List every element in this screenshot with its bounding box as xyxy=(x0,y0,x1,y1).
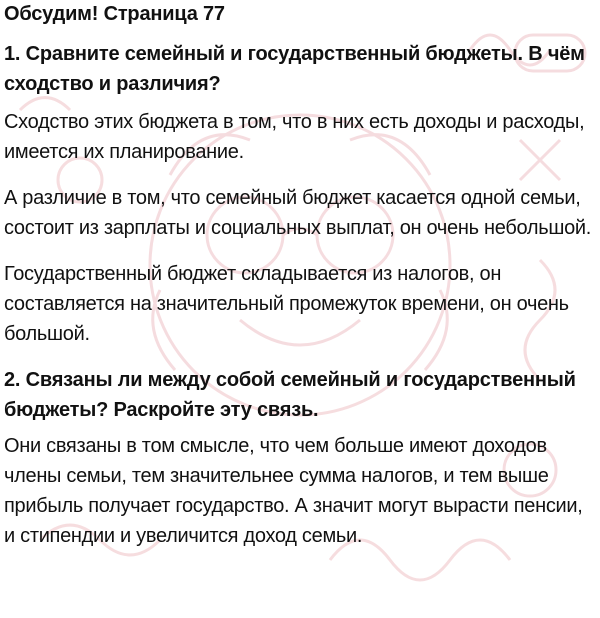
answer-1-paragraph-1: Сходство этих бюджета в том, что в них есть доходы и расходы, имеется их планирование. xyxy=(4,111,585,163)
answer-1-paragraph-3: Государственный бюджет складывается из налогов, он составляется на значительный промежуток времени, он очень большой. xyxy=(4,263,569,345)
answer-2-paragraph-1: Они связаны в том смысле, что чем больше имеют доходов члены семьи, тем значительнее сумма налогов, и тем выше прибыль получает государство. А значит могут вырасти пенсии, и стипендии и увеличится доход семьи. xyxy=(4,435,583,547)
page-title: Обсудим! Страница 77 xyxy=(4,3,225,25)
question-1-heading: 1. Сравните семейный и государственный бюджеты. В чём сходство и различия? xyxy=(4,43,585,95)
answer-1-paragraph-2: А различие в том, что семейный бюджет касается одной семьи, состоит из зарплаты и социальных выплат, он очень небольшой. xyxy=(4,187,592,239)
question-2-heading: 2. Связаны ли между собой семейный и государственный бюджеты? Раскройте эту связь. xyxy=(4,369,576,421)
